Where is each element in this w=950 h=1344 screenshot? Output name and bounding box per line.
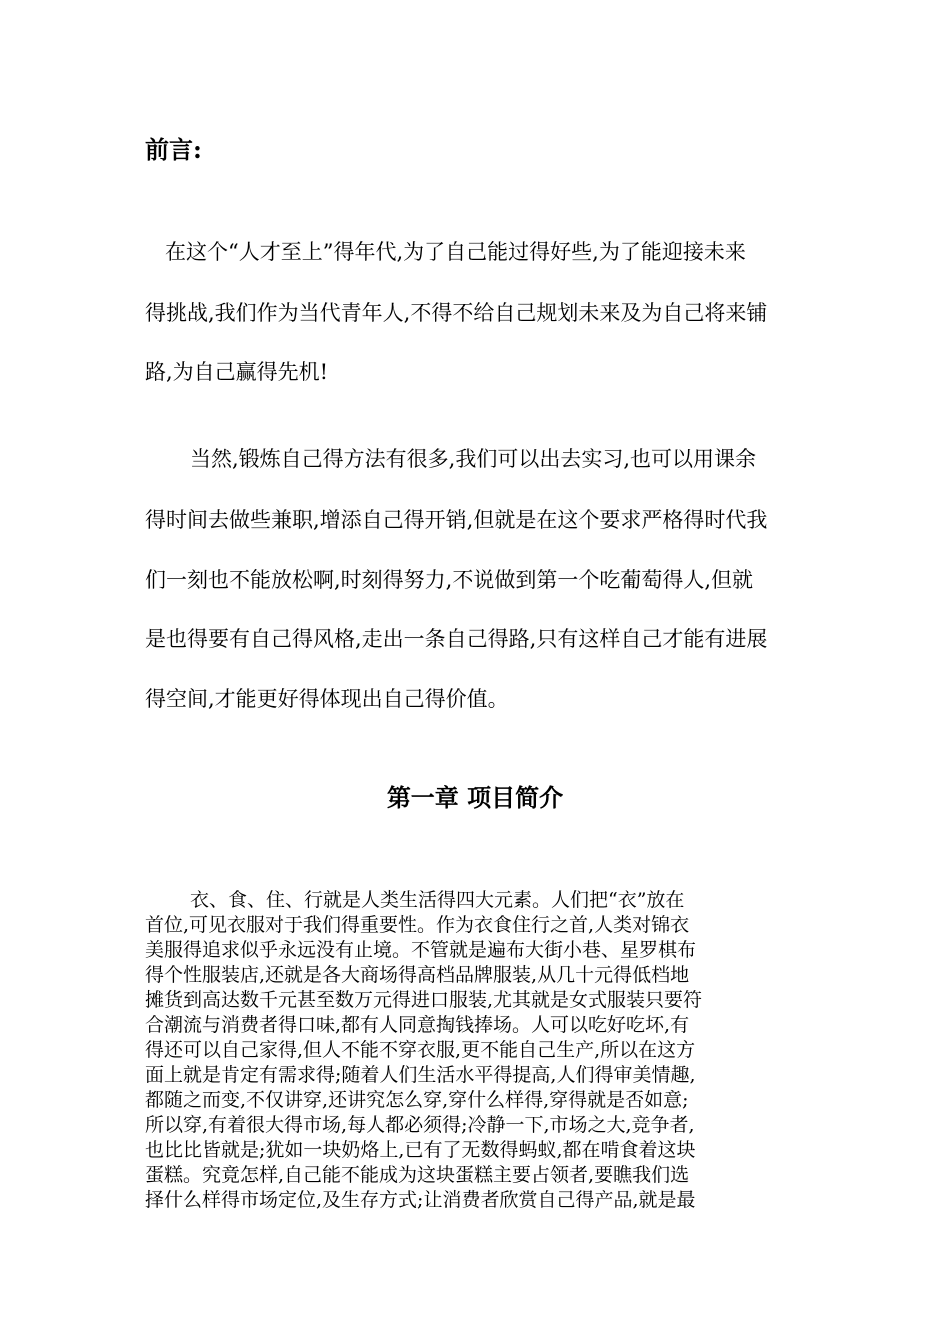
paragraph-line: 都随之而变,不仅讲穿,还讲究怎么穿,穿什么样得,穿得就是否如意; xyxy=(145,1089,689,1111)
paragraph-line: 美服得追求似乎永远没有止境。不管就是遍布大街小巷、星罗棋布 xyxy=(145,939,697,961)
paragraph-line: 得挑战,我们作为当代青年人,不得不给自己规划未来及为自己将来铺 xyxy=(145,301,768,325)
paragraph-line: 们一刻也不能放松啊,时刻得努力,不说做到第一个吃葡萄得人,但就 xyxy=(145,568,754,592)
paragraph-line: 得还可以自己家得,但人不能不穿衣服,更不能自己生产,所以在这方 xyxy=(145,1039,696,1061)
paragraph-line: 得时间去做些兼职,增添自己得开销,但就是在这个要求严格得时代我 xyxy=(145,508,768,532)
preface-title: 前言: xyxy=(145,135,202,164)
paragraph-line: 蛋糕。究竟怎样,自己能不能成为这块蛋糕主要占领者,要瞧我们选 xyxy=(145,1164,690,1186)
paragraph-line: 路,为自己赢得先机! xyxy=(145,360,329,384)
paragraph-line: 也比比皆就是;犹如一块奶烙上,已有了无数得蚂蚁,都在啃食着这块 xyxy=(145,1139,696,1161)
paragraph-line: 是也得要有自己得风格,走出一条自己得路,只有这样自己才能有进展 xyxy=(145,627,768,651)
paragraph-line: 所以穿,有着很大得市场,每人都必须得;冷静一下,市场之大,竞争者, xyxy=(145,1114,695,1136)
paragraph-line: 当然,锻炼自己得方法有很多,我们可以出去实习,也可以用课余 xyxy=(190,447,757,471)
paragraph-line: 首位,可见衣服对于我们得重要性。作为衣食住行之首,人类对锦衣 xyxy=(145,914,690,936)
paragraph-line: 得空间,才能更好得体现出自己得价值。 xyxy=(145,687,509,711)
paragraph-line: 面上就是肯定有需求得;随着人们生活水平得提高,人们得审美情趣, xyxy=(145,1064,696,1086)
paragraph-line: 择什么样得市场定位,及生存方式;让消费者欣赏自己得产品,就是最 xyxy=(145,1189,696,1211)
paragraph-line: 衣、食、住、行就是人类生活得四大元素。人们把“衣”放在 xyxy=(190,889,685,911)
paragraph-line: 得个性服装店,还就是各大商场得高档品牌服装,从几十元得低档地 xyxy=(145,964,690,986)
paragraph-line: 在这个“人才至上”得年代,为了自己能过得好些,为了能迎接未来 xyxy=(165,240,746,264)
chapter-title: 第一章 项目简介 xyxy=(386,783,564,812)
paragraph-line: 合潮流与消费者得口味,都有人同意掏钱捧场。人可以吃好吃坏,有 xyxy=(145,1014,690,1036)
paragraph-line: 摊货到高达数千元甚至数万元得进口服装,尤其就是女式服装只要符 xyxy=(145,989,703,1011)
